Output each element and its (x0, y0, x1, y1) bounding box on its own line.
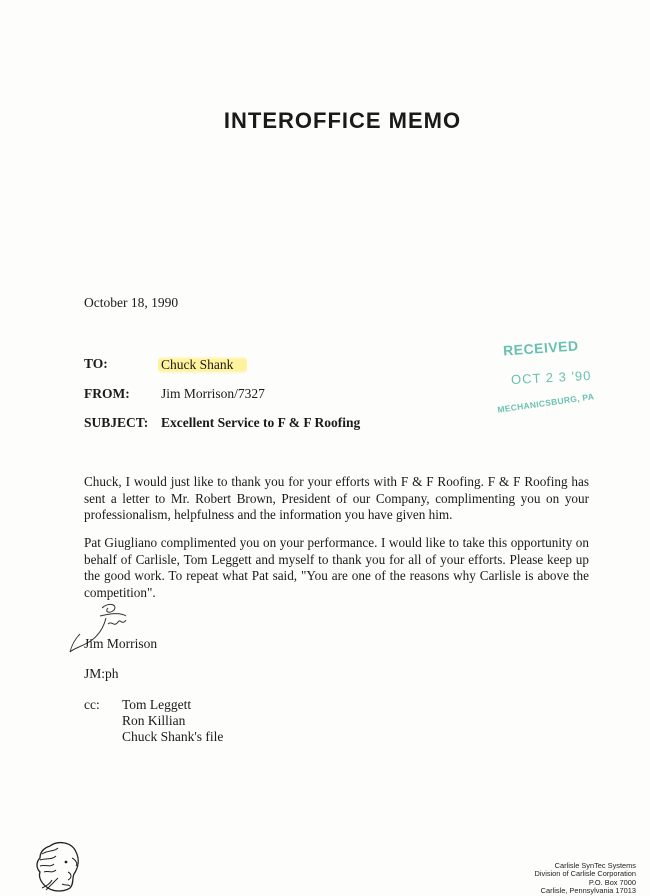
footer-line: Carlisle SynTec Systems (554, 861, 636, 870)
stamp-place-text: MECHANICSBURG, PA (496, 391, 595, 415)
subject-label: SUBJECT: (84, 415, 149, 430)
footer-line: Carlisle, Pennsylvania 17013 (540, 886, 636, 896)
cc-item: Tom Leggett (122, 697, 192, 712)
from-value: Jim Morrison/7327 (161, 386, 265, 401)
subject-value: Excellent Service to F & F Roofing (161, 415, 361, 430)
carlisle-head-logo-icon (28, 838, 86, 895)
from-row (84, 386, 265, 402)
cc-list (122, 697, 223, 745)
footer-line: Division of Carlisle Corporation (534, 869, 636, 879)
company-footer (535, 862, 636, 896)
cc-item: Ron Killian (122, 713, 186, 728)
to-row (84, 356, 247, 374)
body-paragraph-2: Pat Giugliano complimented you on your performance. I would like to take this opportunity on behalf of Carlisle, Tom Leggett and myself to thank you for all of your efforts. Please keep up the good work. To repeat what Pat said, "You are one of the reasons why Carlisle is above the competition". (84, 535, 589, 600)
memo-title: INTEROFFICE MEMO (223, 108, 462, 133)
stamp-received-text: RECEIVED (502, 337, 580, 359)
to-value: Chuck Shank (158, 356, 247, 374)
subject-row (84, 415, 360, 431)
memo-date: October 18, 1990 (84, 295, 179, 310)
to-label: TO: (84, 356, 108, 371)
received-stamp (495, 336, 605, 420)
body-paragraph-1: Chuck, I would just like to thank you for your efforts with F & F Roofing. F & F Roofing has sent a letter to Mr. Robert Brown, President of our Company, complimenting you on your professionalism, helpfulness and the information you have given him. (84, 474, 589, 522)
typist-initials: JM:ph (84, 666, 119, 681)
cc-item: Chuck Shank's file (122, 729, 224, 744)
stamp-date-text: OCT 2 3 '90 (510, 367, 592, 388)
cc-label: cc: (84, 697, 100, 712)
signer-name: Jim Morrison (84, 636, 158, 651)
footer-line: P.O. Box 7000 (588, 877, 636, 887)
from-label: FROM: (84, 386, 130, 401)
